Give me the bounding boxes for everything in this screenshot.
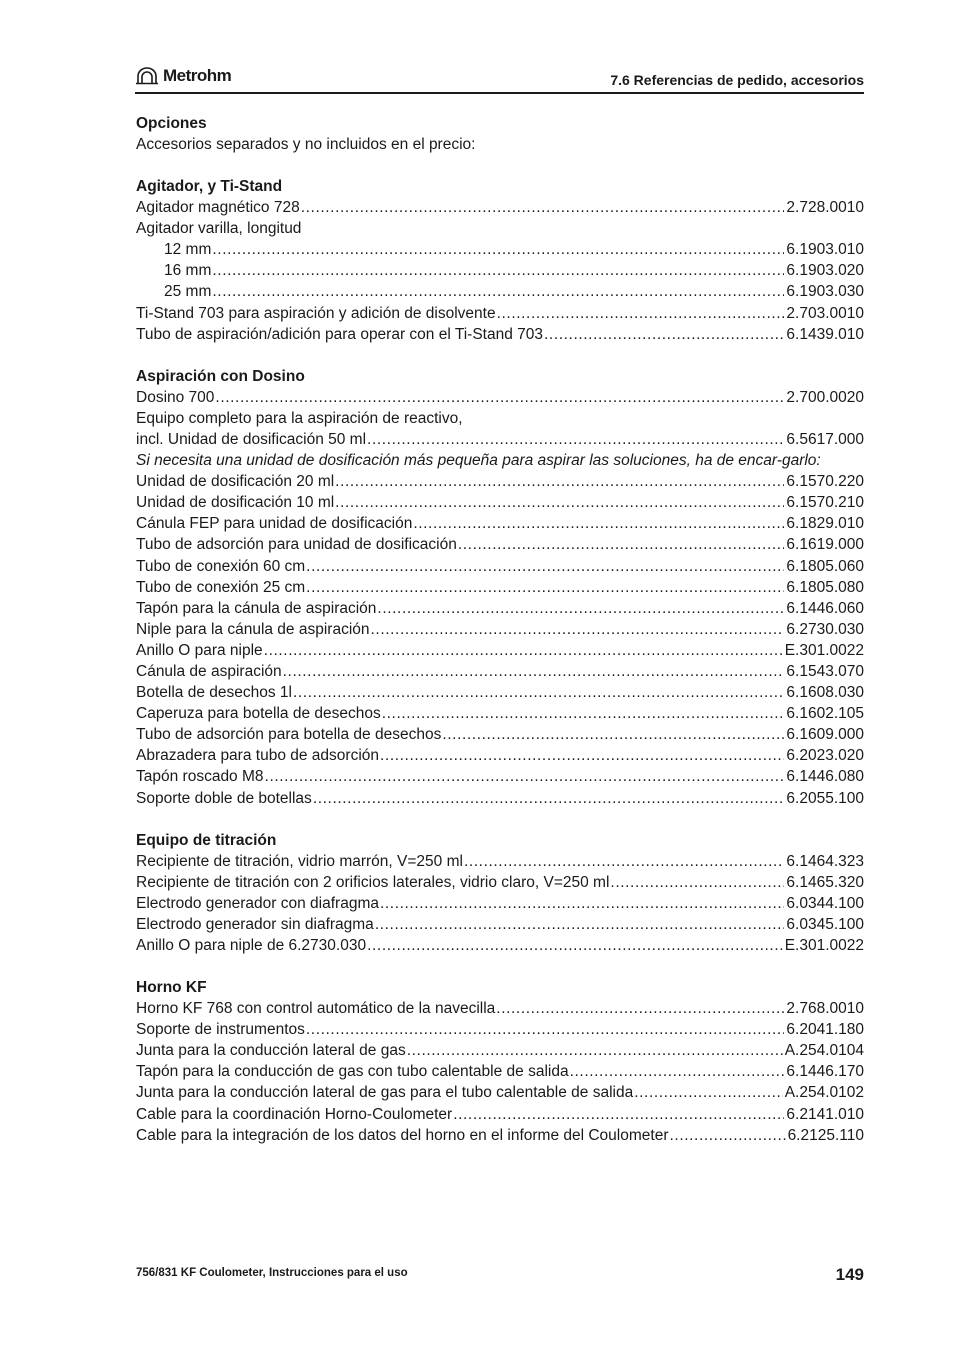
order-item <box>136 788 864 809</box>
dot-leader <box>366 935 783 956</box>
order-item <box>136 766 864 787</box>
order-number: 6.1446.080 <box>786 768 864 786</box>
order-number: 6.1602.105 <box>786 705 864 723</box>
dot-leader <box>381 703 785 724</box>
item-description: Cable para la coordinación Horno-Coulometer <box>136 1105 453 1123</box>
order-number: 6.0344.100 <box>786 894 864 912</box>
item-description: Tubo de conexión 60 cm <box>136 557 306 575</box>
dot-leader <box>406 1040 783 1061</box>
order-item <box>136 239 864 260</box>
order-item <box>136 429 864 450</box>
item-description: Tubo de adsorción para unidad de dosificación <box>136 536 457 554</box>
dot-leader <box>452 1104 784 1125</box>
dot-leader <box>633 1082 782 1103</box>
section-title: Equipo de titración <box>136 831 277 849</box>
section <box>136 176 864 345</box>
dot-leader <box>211 239 784 260</box>
item-description: Anillo O para niple <box>136 641 263 659</box>
order-number: 6.5617.000 <box>786 430 864 448</box>
text-line: Agitador varilla, longitud <box>136 220 302 238</box>
order-item <box>136 745 864 766</box>
order-number: 6.1805.080 <box>786 578 864 596</box>
dot-leader <box>374 914 785 935</box>
item-description: Dosino 700 <box>136 388 215 406</box>
order-item <box>136 935 864 956</box>
dot-leader <box>366 429 784 450</box>
order-number: 6.1446.060 <box>786 599 864 617</box>
item-description: Tubo de adsorción para botella de desechos <box>136 726 442 744</box>
metrohm-logo-icon <box>135 67 159 85</box>
order-item <box>136 513 864 534</box>
order-number: 6.1543.070 <box>786 662 864 680</box>
section <box>136 113 864 155</box>
dot-leader <box>334 471 784 492</box>
order-item <box>136 893 864 914</box>
order-item <box>136 534 864 555</box>
dot-leader <box>211 260 784 281</box>
order-number: 6.1570.220 <box>786 473 864 491</box>
order-number: 6.2055.100 <box>786 789 864 807</box>
item-description: Unidad de dosificación 20 ml <box>136 473 335 491</box>
order-item <box>136 281 864 302</box>
section-title: Horno KF <box>136 979 207 997</box>
order-number: 6.1439.010 <box>786 325 864 343</box>
order-item <box>136 682 864 703</box>
order-references-content <box>136 113 864 1167</box>
order-item <box>136 492 864 513</box>
order-item <box>136 556 864 577</box>
item-description: Tubo de conexión 25 cm <box>136 578 306 596</box>
section <box>136 830 864 956</box>
item-description: Abrazadera para tubo de adsorción <box>136 747 379 765</box>
order-item <box>136 577 864 598</box>
text-line: Accesorios separados y no incluidos en el precio: <box>136 136 476 153</box>
item-description: Agitador magnético 728 <box>136 199 300 217</box>
section <box>136 366 864 809</box>
order-item <box>136 471 864 492</box>
order-number: 6.1829.010 <box>786 515 864 533</box>
order-number: 6.1903.030 <box>786 283 864 301</box>
order-number: 6.2730.030 <box>786 620 864 638</box>
order-number: 6.0345.100 <box>786 915 864 933</box>
dot-leader <box>543 324 784 345</box>
chapter-title: 7.6 Referencias de pedido, accesorios <box>610 72 864 88</box>
order-number: 6.2041.180 <box>786 1021 864 1039</box>
item-description: Junta para la conducción lateral de gas <box>136 1042 406 1060</box>
order-item <box>136 640 864 661</box>
section-title: Opciones <box>136 115 207 132</box>
order-number: 2.768.0010 <box>786 1000 864 1018</box>
dot-leader <box>214 387 784 408</box>
section-title: Agitador, y Ti-Stand <box>136 178 283 196</box>
order-item <box>136 851 864 872</box>
order-number: 2.703.0010 <box>786 304 864 322</box>
order-item <box>136 1082 864 1103</box>
item-description: Cable para la integración de los datos del horno en el informe del Coulometer <box>136 1126 669 1144</box>
order-item <box>136 1061 864 1082</box>
item-description: Tubo de aspiración/adición para operar con el Ti-Stand 703 <box>136 325 543 343</box>
order-item <box>136 387 864 408</box>
order-item <box>136 1019 864 1040</box>
order-number: 6.2141.010 <box>786 1105 864 1123</box>
item-description: 16 mm <box>164 262 212 280</box>
dot-leader <box>300 197 785 218</box>
order-number: 6.1609.000 <box>786 726 864 744</box>
order-number: 6.1608.030 <box>786 684 864 702</box>
brand-name: Metrohm <box>163 66 232 85</box>
order-number: A.254.0104 <box>784 1042 864 1060</box>
dot-leader <box>441 724 784 745</box>
italic-note: Si necesita una unidad de dosificación más pequeña para aspirar las soluciones, ha de encar-garlo: <box>136 452 821 470</box>
dot-leader <box>495 998 784 1019</box>
dot-leader <box>496 303 785 324</box>
item-description: Cánula de aspiración <box>136 662 282 680</box>
order-item <box>136 260 864 281</box>
order-item <box>136 324 864 345</box>
item-description: 12 mm <box>164 241 212 259</box>
item-description: Anillo O para niple de 6.2730.030 <box>136 937 367 954</box>
order-number: 6.2023.020 <box>786 747 864 765</box>
item-description: Tapón para la cánula de aspiración <box>136 599 377 617</box>
order-number: 6.1464.323 <box>786 852 864 870</box>
order-number: 6.1903.010 <box>786 241 864 259</box>
brand-logo <box>135 66 231 86</box>
order-number: 6.1465.320 <box>786 873 864 891</box>
dot-leader <box>569 1061 785 1082</box>
section-title: Aspiración con Dosino <box>136 367 305 385</box>
item-description: Tapón roscado M8 <box>136 768 264 786</box>
order-number: 6.1903.020 <box>786 262 864 280</box>
dot-leader <box>669 1125 786 1146</box>
item-description: Niple para la cánula de aspiración <box>136 620 370 638</box>
dot-leader <box>457 534 785 555</box>
item-description: Soporte de instrumentos <box>136 1021 305 1039</box>
item-description: Botella de desechos 1l <box>136 684 292 702</box>
item-description: Recipiente de titración, vidrio marrón, V=250 ml <box>136 852 463 870</box>
item-description: incl. Unidad de dosificación 50 ml <box>136 430 367 448</box>
dot-leader <box>379 745 784 766</box>
item-description: Tapón para la conducción de gas con tubo calentable de salida <box>136 1063 569 1081</box>
item-description: Caperuza para botella de desechos <box>136 705 381 723</box>
page-header <box>135 66 864 94</box>
dot-leader <box>376 598 784 619</box>
order-item <box>136 914 864 935</box>
dot-leader <box>370 619 785 640</box>
dot-leader <box>609 872 784 893</box>
order-item <box>136 1040 864 1061</box>
dot-leader <box>312 788 785 809</box>
order-item <box>136 703 864 724</box>
order-number: 6.1446.170 <box>786 1063 864 1081</box>
page-number: 149 <box>835 1265 864 1284</box>
item-description: Electrodo generador sin diafragma <box>136 915 374 933</box>
dot-leader <box>305 1019 785 1040</box>
dot-leader <box>379 893 784 914</box>
section <box>136 977 864 1146</box>
order-item <box>136 619 864 640</box>
dot-leader <box>463 851 784 872</box>
dot-leader <box>334 492 784 513</box>
item-description: Junta para la conducción lateral de gas para el tubo calentable de salida <box>136 1084 634 1102</box>
order-item <box>136 303 864 324</box>
order-number: E.301.0022 <box>784 641 864 659</box>
dot-leader <box>305 556 784 577</box>
item-description: Ti-Stand 703 para aspiración y adición de disolvente <box>136 304 496 322</box>
order-item <box>136 872 864 893</box>
dot-leader <box>292 682 784 703</box>
dot-leader <box>282 661 785 682</box>
order-item <box>136 598 864 619</box>
dot-leader <box>264 766 785 787</box>
order-item <box>136 998 864 1019</box>
dot-leader <box>263 640 783 661</box>
item-description: Recipiente de titración con 2 orificios laterales, vidrio claro, V=250 ml <box>136 873 610 891</box>
order-number: 6.1805.060 <box>786 557 864 575</box>
text-line: Equipo completo para la aspiración de reactivo, <box>136 409 463 427</box>
order-number: 2.700.0020 <box>786 388 864 406</box>
dot-leader <box>211 281 784 302</box>
order-number: 6.1619.000 <box>786 536 864 554</box>
item-description: Electrodo generador con diafragma <box>136 894 379 912</box>
order-item <box>136 1104 864 1125</box>
order-number: E.301.0022 <box>784 937 864 954</box>
dot-leader <box>305 577 784 598</box>
item-description: Cánula FEP para unidad de dosificación <box>136 515 413 533</box>
item-description: Unidad de dosificación 10 ml <box>136 494 335 512</box>
item-description: 25 mm <box>164 283 212 301</box>
dot-leader <box>412 513 784 534</box>
item-description: Horno KF 768 con control automático de la navecilla <box>136 1000 496 1018</box>
manual-title: 756/831 KF Coulometer, Instrucciones para el uso <box>136 1267 408 1279</box>
item-description: Soporte doble de botellas <box>136 789 312 807</box>
order-item <box>136 1125 864 1146</box>
order-item <box>136 197 864 218</box>
order-number: A.254.0102 <box>784 1084 864 1102</box>
order-item <box>136 724 864 745</box>
order-number: 6.2125.110 <box>787 1126 864 1144</box>
order-number: 6.1570.210 <box>786 494 864 512</box>
order-number: 2.728.0010 <box>786 199 864 217</box>
order-item <box>136 661 864 682</box>
